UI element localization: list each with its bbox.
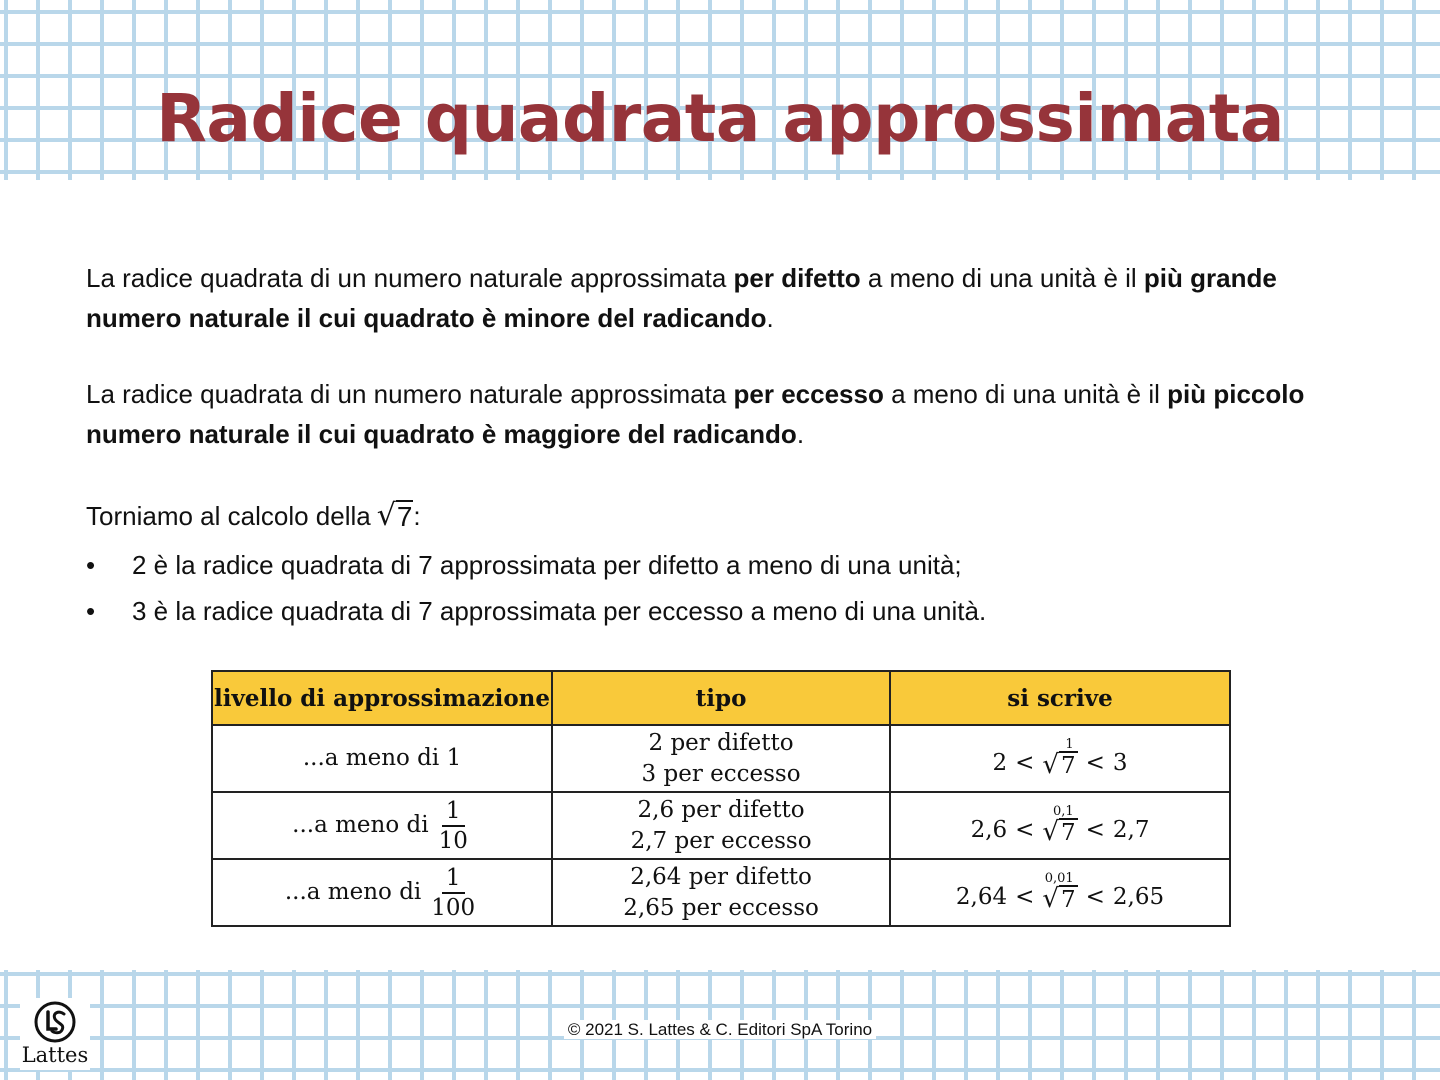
inequality	[993, 738, 1128, 779]
fraction	[435, 797, 472, 855]
radical-sign-icon: √	[376, 498, 396, 533]
less-than: <	[1015, 817, 1035, 843]
notation-cell	[890, 792, 1230, 859]
bullet-list	[86, 542, 1356, 634]
fraction-denominator: 100	[431, 894, 476, 921]
copyright-footer	[0, 1020, 1440, 1040]
lower-bound: 2,6	[970, 817, 1008, 843]
list-item: • 3 è la radice quadrata di 7 approssimata per eccesso a meno di una unità.	[86, 588, 1356, 634]
lower-bound: 2,64	[955, 884, 1008, 910]
notation-cell	[890, 725, 1230, 792]
slide-content	[86, 258, 1356, 634]
intro-line	[86, 494, 1356, 538]
definition-text: a meno di una unità è il	[860, 263, 1144, 293]
copyright-text: © 2021 S. Lattes & C. Editori SpA Torino	[564, 1020, 876, 1039]
fraction	[427, 864, 479, 922]
level-text: ...a meno di	[284, 878, 422, 905]
definition-per-difetto	[86, 258, 1356, 338]
table-row	[212, 725, 1230, 792]
tipo-difetto: 2,6 per difetto	[637, 796, 805, 823]
radicand: 7	[1061, 753, 1076, 779]
root-with-index	[1042, 805, 1077, 846]
fraction-denominator: 10	[438, 827, 468, 854]
level-cell	[212, 792, 552, 859]
tipo-eccesso: 2,65 per eccesso	[623, 894, 819, 921]
radical-sign-icon: √	[1042, 750, 1059, 780]
definition-text: .	[796, 419, 805, 449]
root-index: 1	[1065, 737, 1074, 752]
less-than: <	[1085, 817, 1105, 843]
intro-text: Torniamo al calcolo della	[86, 501, 371, 531]
definition-text: La radice quadrata di un numero naturale approssimata	[86, 379, 734, 409]
root-index: 0,1	[1052, 804, 1074, 819]
upper-bound: 3	[1112, 750, 1128, 776]
definition-text: .	[766, 303, 774, 333]
fraction-numerator: 1	[442, 864, 465, 894]
tipo-difetto: 2,64 per difetto	[630, 863, 812, 890]
definition-text: a meno di una unità è il	[883, 379, 1168, 409]
inequality	[971, 805, 1150, 846]
sqrt-expression	[377, 500, 414, 532]
table-header-row	[212, 671, 1230, 725]
lower-bound: 2	[992, 750, 1008, 776]
definition-keyword: più grande numero naturale il cui quadrato è minore del radicando	[86, 263, 1277, 333]
approximation-table	[211, 670, 1231, 927]
level-cell	[212, 859, 552, 926]
tipo-cell	[552, 859, 890, 926]
less-than: <	[1015, 750, 1035, 776]
column-header: tipo	[552, 671, 890, 725]
radicand: 7	[1061, 820, 1076, 846]
less-than: <	[1085, 750, 1105, 776]
radicand: 7	[1061, 887, 1076, 913]
definition-keyword: più piccolo numero naturale il cui quadrato è maggiore del radicando	[86, 379, 1305, 449]
radical-sign-icon: √	[1042, 884, 1059, 914]
inequality	[956, 872, 1164, 913]
less-than: <	[1085, 884, 1105, 910]
tipo-eccesso: 2,7 per eccesso	[630, 827, 812, 854]
logo-text: Lattes	[21, 1043, 89, 1067]
definition-keyword: per eccesso	[733, 379, 884, 409]
page-title: Radice quadrata approssimata	[156, 80, 1284, 157]
root-with-index	[1042, 738, 1077, 779]
radicand: 7	[396, 501, 413, 532]
upper-bound: 2,65	[1112, 884, 1165, 910]
fraction-numerator: 1	[442, 797, 465, 827]
intro-colon: :	[413, 501, 421, 531]
column-header: livello di approssimazione	[212, 671, 552, 725]
root-with-index	[1042, 872, 1077, 913]
tipo-cell	[552, 792, 890, 859]
level-text: ...a meno di 1	[302, 745, 462, 771]
less-than: <	[1015, 884, 1035, 910]
tipo-difetto: 2 per difetto	[648, 729, 794, 756]
tipo-cell	[552, 725, 890, 792]
radical-sign-icon: √	[1042, 817, 1059, 847]
list-item: • 2 è la radice quadrata di 7 approssimata per difetto a meno di una unità;	[86, 542, 1356, 588]
definition-per-eccesso	[86, 374, 1356, 454]
tipo-eccesso: 3 per eccesso	[641, 760, 801, 787]
table-row	[212, 792, 1230, 859]
notation-cell	[890, 859, 1230, 926]
upper-bound: 2,7	[1112, 817, 1150, 843]
definition-text: La radice quadrata di un numero naturale approssimata	[86, 263, 734, 293]
definition-keyword: per difetto	[733, 263, 861, 293]
level-text: ...a meno di	[292, 811, 429, 838]
table-row	[212, 859, 1230, 926]
level-cell	[212, 725, 552, 792]
root-index: 0,01	[1044, 871, 1074, 886]
column-header: si scrive	[890, 671, 1230, 725]
